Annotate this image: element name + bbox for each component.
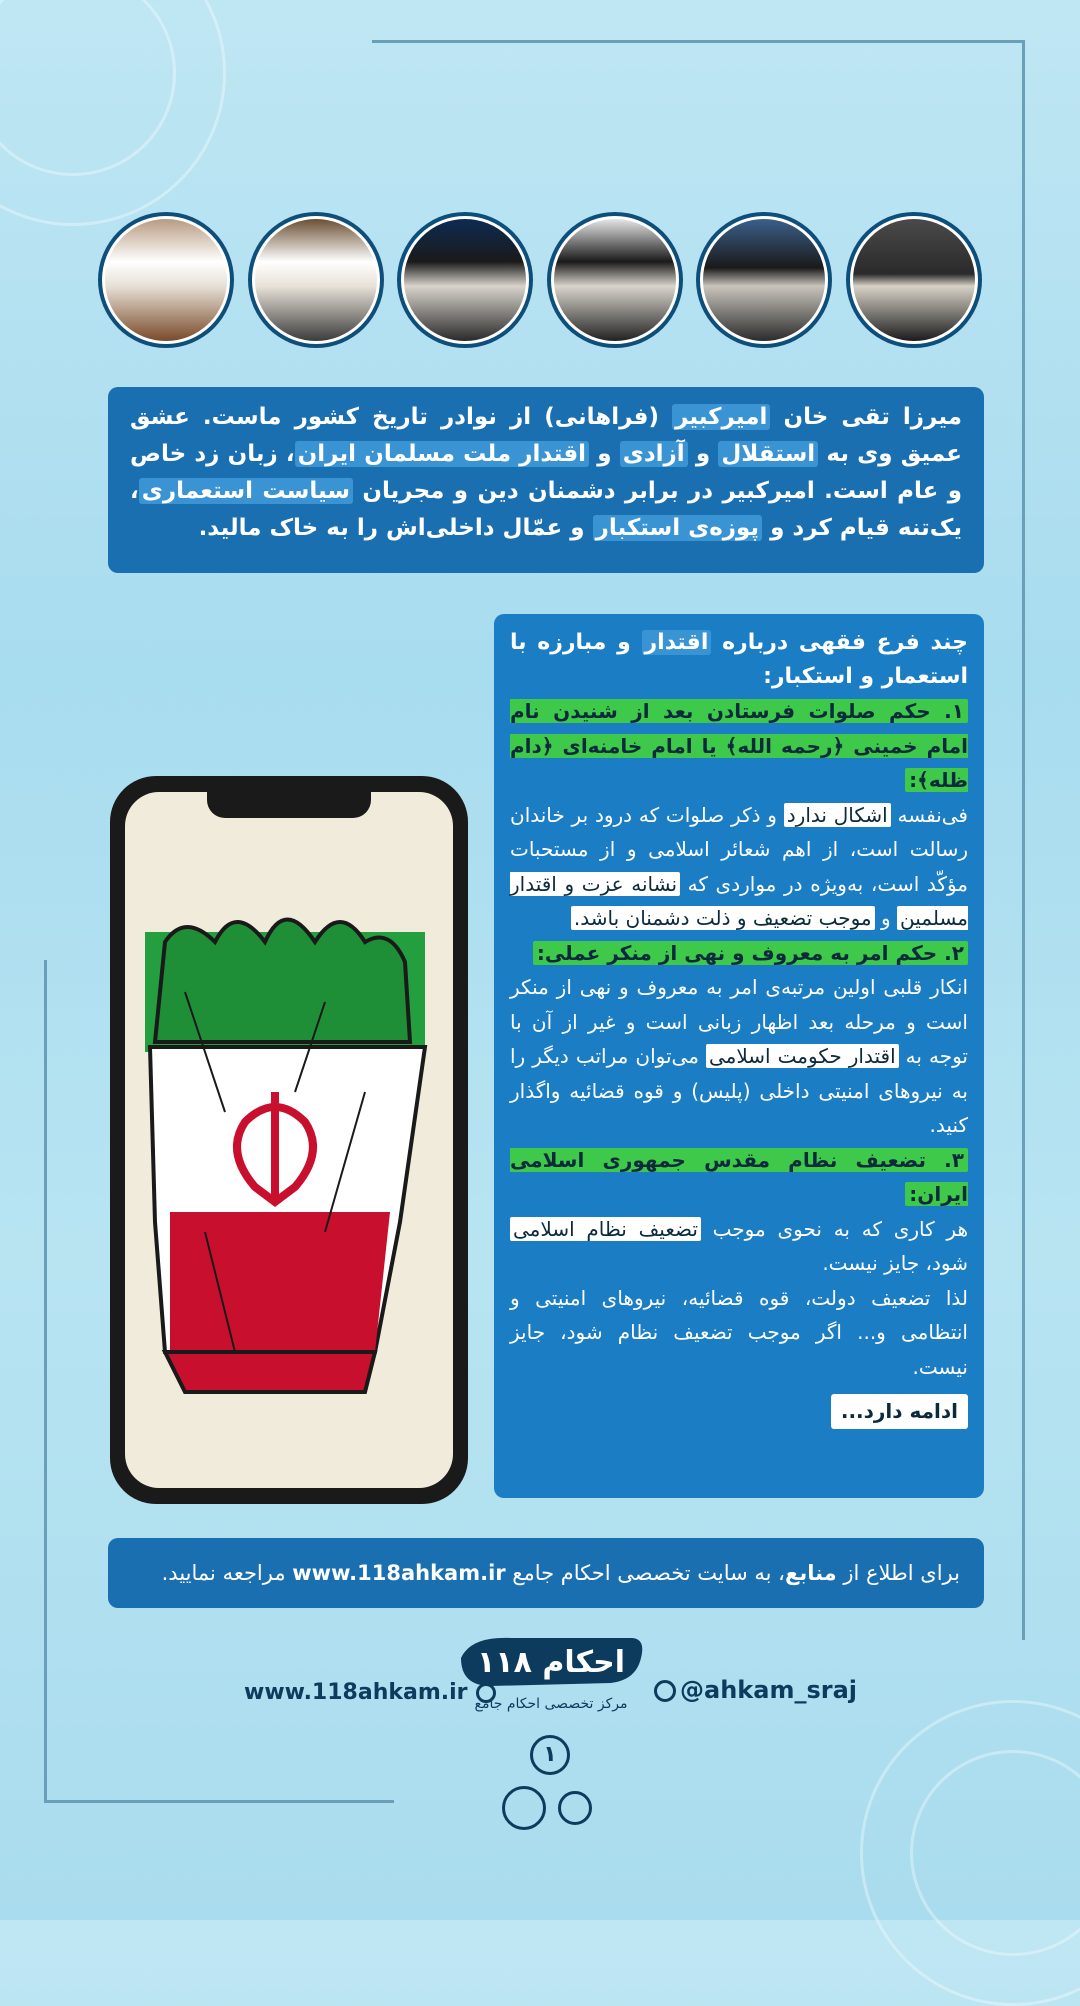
intro-highlight: استقلال [718, 441, 818, 467]
social-handle-text: @ahkam_sraj [680, 1676, 857, 1704]
rule-3-heading [510, 1143, 968, 1212]
phone-notch [207, 790, 371, 818]
website-link[interactable] [244, 1680, 496, 1705]
intro-text: و [589, 441, 620, 467]
intro-text: ، یک‌تنه قیام کرد و [130, 478, 962, 541]
rule-2-heading [510, 936, 968, 971]
website-text: www.118ahkam.ir [244, 1680, 468, 1705]
rule-highlight: تضعیف نظام اسلامی [510, 1217, 701, 1241]
logo-subtitle: مرکز تخصصی احکام جامع [474, 1696, 628, 1712]
intro-text: میرزا تقی خان [770, 404, 962, 430]
intro-highlight: آزادی [620, 441, 688, 467]
portrait-1 [846, 212, 982, 348]
rule-text: و ذکر صلوات که درود بر خاندان رسالت است، از اهم شعائر اسلامی و از مستحبات مؤکّد است، به‌ویژه در مواردی که [510, 802, 968, 896]
sources-text: مراجعه نمایید. [161, 1561, 293, 1585]
rule-1-heading-text: ۱. حکم صلوات فرستادن بعد از شنیدن نام امام خمینی ﴿رحمه الله﴾ یا امام خامنه‌ای ﴿دام ظله﴾: [510, 699, 968, 792]
sources-highlight: منابع [784, 1561, 837, 1585]
rule-2-body [510, 970, 968, 1143]
rule-text: می‌توان مراتب دیگر را به نیروهای امنیتی داخلی (پلیس) و قوه قضائیه واگذار کنید. [510, 1044, 968, 1137]
sources-note [108, 1538, 984, 1608]
intro-text: (فراهانی) از نوادر تاریخ کشور ماست. عشق عمیق وی به [130, 404, 962, 467]
rule-highlight: اشکال ندارد [784, 803, 891, 827]
intro-paragraph [108, 387, 984, 573]
rule-text: هر کاری که به نحوی موجب [700, 1216, 969, 1241]
rule-3-body-continued: لذا تضعیف دولت، قوه قضائیه، نیروهای امنیتی و انتظامی و... اگر موجب تضعیف نظام شود، جایز نیست. [510, 1285, 968, 1379]
fiqh-rules-box [494, 614, 984, 1498]
decorative-frame-line-top [372, 40, 1022, 43]
instagram-icon [654, 1680, 676, 1702]
raised-fist-flag-illustration [125, 792, 453, 1488]
rule-text: انکار قلبی اولین مرتبه‌ی امر به معروف و نهی از منکر است و مرحله بعد اظهار زبانی است و غیر از آن با توجه به [510, 975, 968, 1068]
rules-title [510, 626, 968, 694]
rules-title-text: چند فرع فقهی درباره [711, 630, 969, 655]
portrait-5 [248, 212, 384, 348]
decorative-frame-line-bottom [44, 1800, 394, 1803]
rule-text: شود، جایز نیست. [822, 1251, 968, 1275]
rules-title-highlight: اقتدار [642, 630, 712, 655]
rules-title-text: و مبارزه با استعمار و استکبار: [510, 630, 968, 689]
portraits-row [98, 212, 982, 352]
portrait-2 [696, 212, 832, 348]
page-dot [558, 1791, 592, 1825]
page-number: ۱ [530, 1735, 570, 1775]
rule-2-heading-text: ۲. حکم امر به معروف و نهی از منکر عملی: [533, 941, 968, 965]
logo-text: ۱۱۸ احکام [477, 1645, 625, 1680]
rule-text: و [874, 906, 897, 930]
sources-text: برای اطلاع از [836, 1561, 960, 1585]
intro-highlight: پوزه‌ی استکبار [593, 515, 763, 541]
continued-label: ادامه دارد... [831, 1394, 968, 1429]
intro-text: و [687, 441, 719, 467]
rule-1-body [510, 798, 968, 936]
rule-3-body [510, 1212, 968, 1281]
rule-highlight: موجب تضعیف و ذلت دشمنان باشد. [571, 906, 875, 930]
globe-icon [476, 1683, 496, 1703]
page-dot [502, 1786, 546, 1830]
social-handle[interactable] [654, 1676, 857, 1704]
rule-text: فی‌نفسه [890, 802, 968, 827]
rule-highlight: نشانه عزت و اقتدار مسلمین [510, 871, 968, 930]
decorative-frame-line-left [44, 960, 47, 1800]
portrait-4 [397, 212, 533, 348]
portrait-6 [98, 212, 234, 348]
rule-1-heading [510, 694, 968, 798]
sources-text: ، به سایت تخصصی احکام جامع [505, 1561, 785, 1585]
sources-link[interactable]: www.118ahkam.ir [292, 1561, 506, 1585]
intro-highlight: اقتدار ملت مسلمان ایران [295, 441, 589, 467]
intro-highlight: سیاست استعماری [139, 478, 353, 504]
phone-screen [125, 792, 453, 1488]
intro-text: و عمّال داخلی‌اش را به خاک مالید. [198, 515, 593, 541]
intro-highlight: امیرکبیر [672, 404, 770, 430]
rule-highlight: اقتدار حکومت اسلامی [706, 1044, 899, 1068]
intro-text: ، زبان زد خاص و عام است. امیرکبیر در برابر دشمنان دین و مجریان [130, 441, 962, 504]
phone-mockup [110, 776, 468, 1504]
decorative-frame-line-right [1022, 40, 1025, 1640]
portrait-3 [547, 212, 683, 348]
rule-3-heading-text: ۳. تضعیف نظام مقدس جمهوری اسلامی ایران: [510, 1147, 968, 1206]
